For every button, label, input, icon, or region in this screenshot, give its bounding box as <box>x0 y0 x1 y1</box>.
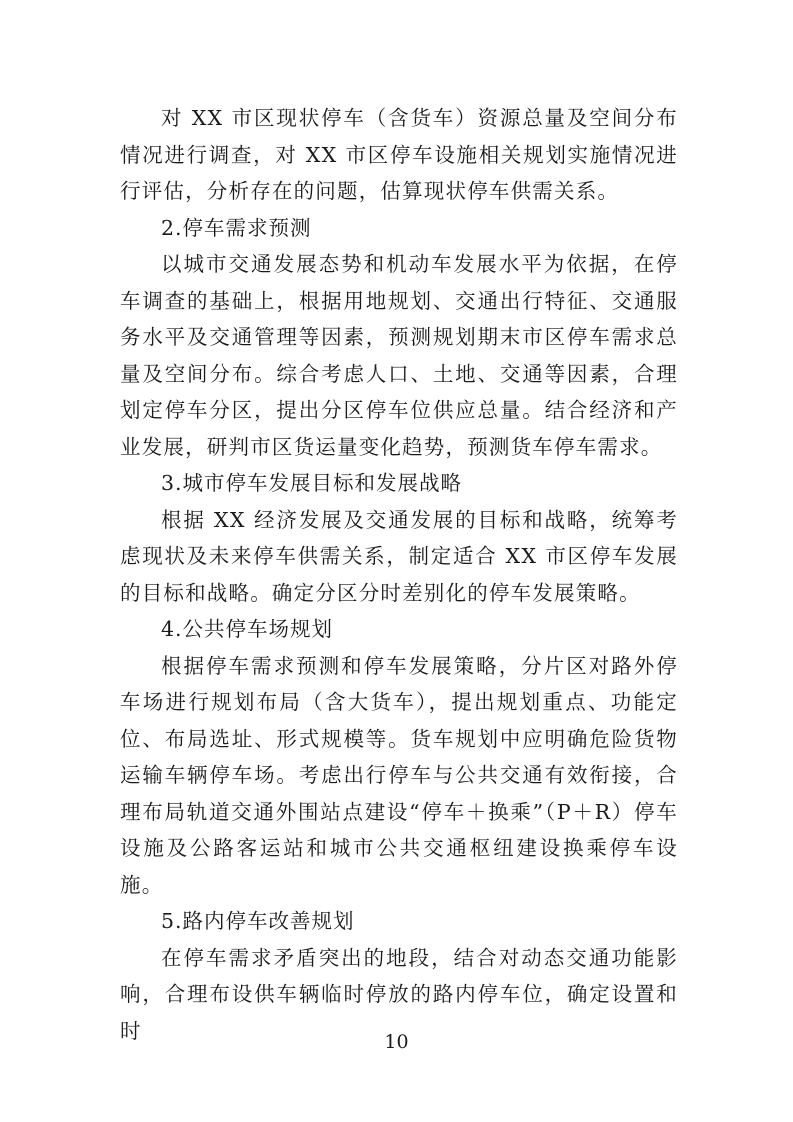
paragraph-public-parking: 根据停车需求预测和停车发展策略，分片区对路外停车场进行规划布局（含大货车），提出规划重点、功能定位、布局选址、形式规模等。货车规划中应明确危险货物运输车辆停车场。考虑出行停车与公共交通有效衔接，合理布局轨道交通外围站点建设“停车＋换乘”（P＋R）停车设施及公路客运站和城市公共交通枢纽建设换乘停车设施。 <box>120 653 678 897</box>
paragraph-status-survey: 对 XX 市区现状停车（含货车）资源总量及空间分布情况进行调查，对 XX 市区停车设施相关规划实施情况进行评估，分析存在的问题，估算现状停车供需关系。 <box>120 106 678 203</box>
page-number: 10 <box>384 1031 409 1053</box>
section-heading-goals-strategy: 3.城市停车发展目标和发展战略 <box>161 471 463 495</box>
section-heading-demand-forecast: 2.停车需求预测 <box>161 215 312 240</box>
body-text <box>120 100 678 1049</box>
section-heading-public-parking: 4.公共停车场规划 <box>161 617 334 641</box>
paragraph-on-street-parking: 在停车需求矛盾突出的地段，结合对动态交通功能影响，合理布设供车辆临时停放的路内停车位，确定设置和时 <box>120 945 678 1043</box>
paragraph-demand-forecast: 以城市交通发展态势和机动车发展水平为依据，在停车调查的基础上，根据用地规划、交通出行特征、交通服务水平及交通管理等因素，预测规划期末市区停车需求总量及空间分布。综合考虑人口、土地、交通等因素，合理划定停车分区，提出分区停车位供应总量。结合经济和产业发展，研判市区货运量变化趋势，预测货车停车需求。 <box>120 252 678 459</box>
paragraph-goals-strategy: 根据 XX 经济发展及交通发展的目标和战略，统筹考虑现状及未来停车供需关系，制定适合 XX 市区停车发展的目标和战略。确定分区分时差别化的停车发展策略。 <box>120 507 678 605</box>
section-heading-on-street-parking: 5.路内停车改善规划 <box>161 909 355 933</box>
